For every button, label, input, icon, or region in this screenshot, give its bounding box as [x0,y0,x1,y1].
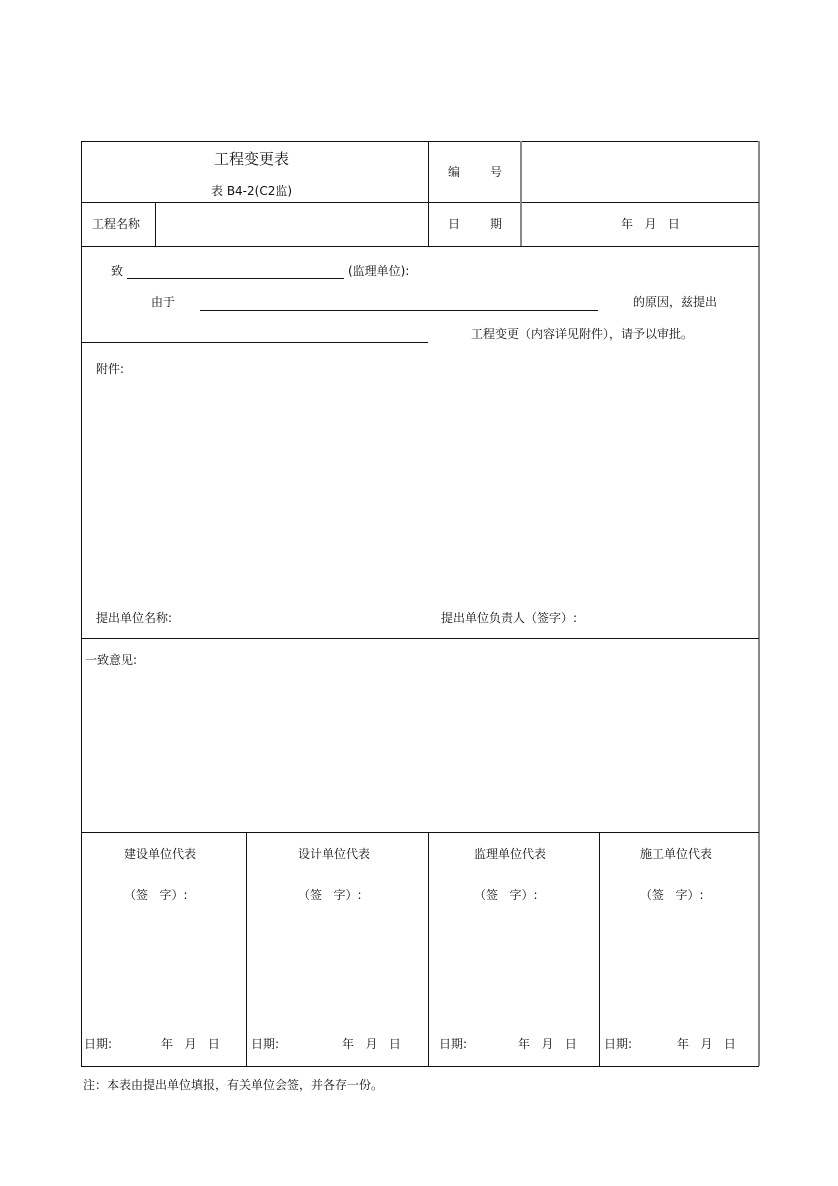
attachment-label: 附件: [96,362,125,376]
reason-prefix: 由于 [151,295,176,309]
form-title: 工程变更表 [214,150,290,168]
row-divider-2 [81,246,759,247]
reason-field[interactable] [200,294,598,311]
signature-label[interactable]: （签 字）: [124,888,188,902]
date-label: 日期: [604,1037,633,1051]
serial-field[interactable] [522,142,757,201]
form-code: 表 B4-2(C2监) [211,184,293,198]
to-suffix: (监理单位): [348,264,410,278]
col-divider-name [155,202,156,246]
submitter-field[interactable] [180,606,420,630]
footnote: 注：本表由提出单位填报，有关单位会签，并各存一份。 [83,1078,384,1092]
signature-block-supervision [429,833,599,1066]
date-label: 日期: [439,1037,468,1051]
signature-title: 设计单位代表 [298,847,371,861]
responsible-label: 提出单位负责人（签字）: [441,611,578,625]
col-divider-label [428,141,429,246]
to-prefix: 致 [111,264,124,278]
border-bottom [81,1066,759,1067]
attachment-area[interactable] [90,380,750,600]
signature-block-contractor [600,833,758,1066]
project-name-field[interactable] [157,203,427,245]
to-field[interactable] [127,262,344,279]
opinion-area[interactable] [90,672,750,822]
date-value[interactable]: 年 月 日 [677,1037,736,1051]
date-field[interactable] [522,203,757,245]
serial-label-a: 编 [448,165,461,179]
signature-label[interactable]: （签 字）: [298,888,362,902]
date-label-b: 期 [490,217,503,231]
date-value[interactable]: 年 月 日 [518,1037,577,1051]
date-label-a: 日 [448,217,461,231]
change-field[interactable] [81,326,428,343]
row-divider-attachment-end [81,638,759,639]
signature-title: 监理单位代表 [474,847,547,861]
border-right [758,141,760,1066]
signature-label[interactable]: （签 字）: [474,888,538,902]
signature-block-construction [82,833,246,1066]
opinion-label: 一致意见: [85,653,138,667]
reason-suffix: 的原因，兹提出 [633,295,718,309]
serial-label-b: 号 [490,165,503,179]
signature-title: 建设单位代表 [124,847,197,861]
date-value[interactable]: 年 月 日 [342,1037,401,1051]
submitter-label: 提出单位名称: [96,611,173,625]
signature-block-design [247,833,428,1066]
date-label: 日期: [251,1037,280,1051]
change-suffix: 工程变更（内容详见附件），请予以审批。 [471,327,694,341]
project-name-label: 工程名称 [92,217,141,231]
date-value[interactable]: 年 月 日 [161,1037,220,1051]
signature-label[interactable]: （签 字）: [640,888,704,902]
responsible-signature-field[interactable] [585,606,755,630]
date-label: 日期: [84,1037,113,1051]
date-value: 年 月 日 [621,217,680,231]
signature-title: 施工单位代表 [640,847,713,861]
